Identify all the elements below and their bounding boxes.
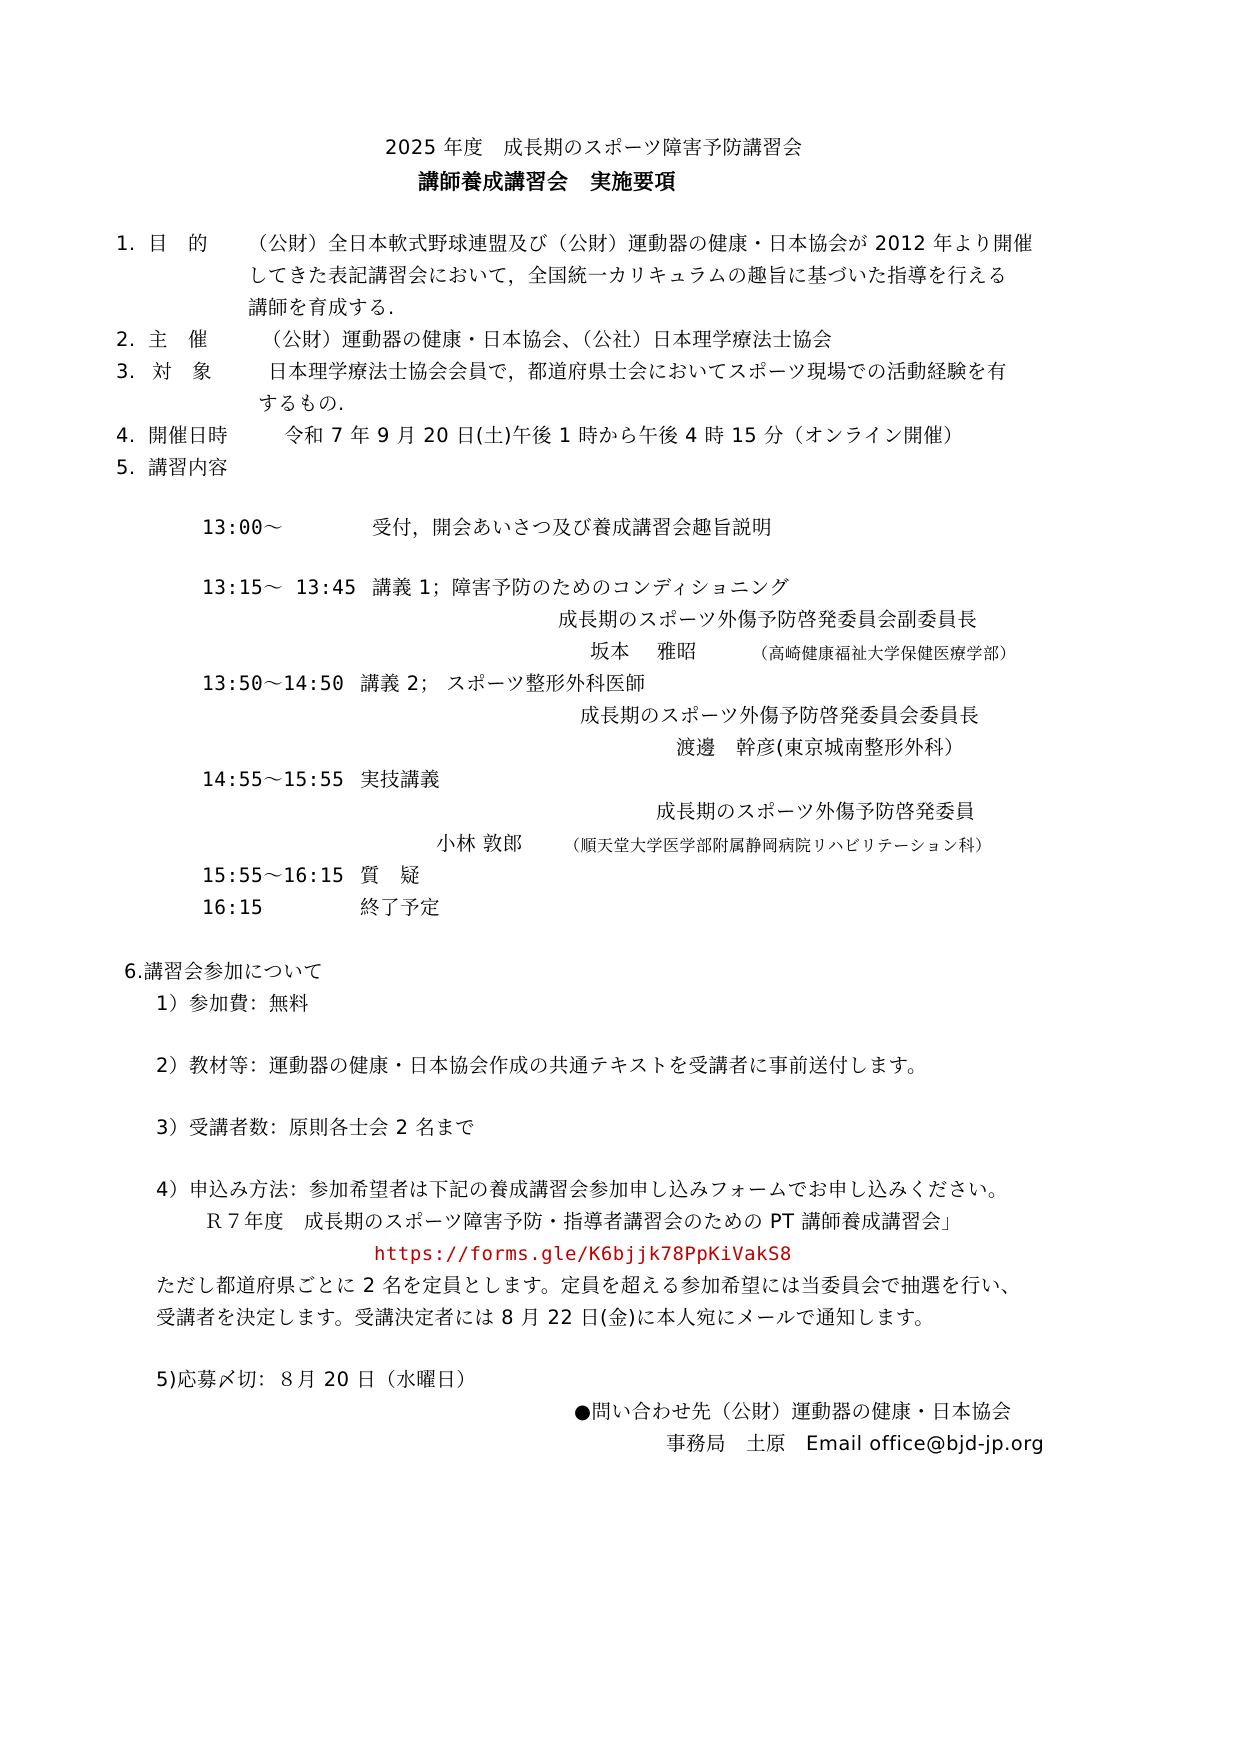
application-deadline: 5)応募〆切：８月 20 日（水曜日） <box>156 1368 477 1391</box>
document-subtitle: 2025 年度 成長期のスポーツ障害予防講習会 <box>385 136 803 159</box>
participation-note-line-1: ただし都道府県ごとに 2 名を定員とします。定員を超える参加希望には当委員会で抽選を行い、 <box>156 1274 1021 1297</box>
section-3-line-1: 日本理学療法士協会会員で，都道府県士会においてスポーツ現場での活動経験を有 <box>268 360 1007 383</box>
schedule-content-6: 終了予定 <box>360 896 441 919</box>
application-form-name: Ｒ７年度 成長期のスポーツ障害予防・指導者講習会のための PT 講師養成講習会」 <box>204 1210 962 1233</box>
application-form-link[interactable]: https://forms.gle/K6bjjk78PpKiVakS8 <box>374 1243 792 1265</box>
schedule-time-4: 14:55～15:55 <box>202 768 345 791</box>
schedule-time-2: 13:15～ 13:45 <box>202 576 357 599</box>
section-6-heading: 6.講習会参加について <box>124 960 324 983</box>
contact-details: 事務局 土原 Email office@bjd-jp.org <box>666 1432 1045 1455</box>
section-2-text: （公財）運動器の健康・日本協会、（公社）日本理学療法士協会 <box>262 328 833 351</box>
section-1-line-1: （公財）全日本軟式野球連盟及び（公財）運動器の健康・日本協会が 2012 年より開催 <box>248 232 1034 255</box>
schedule-time-3: 13:50～14:50 <box>202 672 345 695</box>
participation-count: 3）受講者数：原則各士会 2 名まで <box>156 1116 476 1139</box>
schedule-person-2: 坂本 雅昭 <box>590 640 697 663</box>
section-3-number: 3. <box>116 360 136 383</box>
section-4-text: 令和 7 年 9 月 20 日(土)午後 1 時から午後 4 時 15 分（オンライン開催） <box>284 424 964 447</box>
schedule-role-2: 成長期のスポーツ外傷予防啓発委員会副委員長 <box>558 608 978 631</box>
schedule-time-1: 13:00～ <box>202 516 284 539</box>
section-5-label: 講習内容 <box>148 456 229 479</box>
schedule-time-5: 15:55～16:15 <box>202 864 345 887</box>
section-3-label: 対 象 <box>152 360 213 383</box>
section-5-number: 5. <box>116 456 136 479</box>
schedule-person-3: 渡邊 幹彦(東京城南整形外科） <box>676 736 965 759</box>
schedule-content-5: 質 疑 <box>360 864 421 887</box>
schedule-person-4: 小林 敦郎 <box>436 832 523 855</box>
schedule-time-6: 16:15 <box>202 896 264 919</box>
section-2-number: 2. <box>116 328 136 351</box>
schedule-role-4: 成長期のスポーツ外傷予防啓発委員 <box>656 800 976 823</box>
participation-materials: 2）教材等：運動器の健康・日本協会作成の共通テキストを受講者に事前送付します。 <box>156 1054 927 1077</box>
section-4-label: 開催日時 <box>148 424 229 447</box>
participation-fee: 1）参加費：無料 <box>156 992 309 1015</box>
section-1-line-2: してきた表記講習会において，全国統一カリキュラムの趣旨に基づいた指導を行える <box>248 264 1008 287</box>
document-title: 講師養成講習会 実施要項 <box>418 170 676 194</box>
contact-heading: ●問い合わせ先（公財）運動器の健康・日本協会 <box>574 1400 1012 1423</box>
schedule-content-4: 実技講義 <box>360 768 441 791</box>
section-1-number: 1. <box>116 232 136 255</box>
participation-method: 4）申込み方法：参加希望者は下記の養成講習会参加申し込みフォームでお申し込みください。 <box>156 1178 1008 1201</box>
section-3-line-2: するもの. <box>258 392 345 415</box>
schedule-content-2: 講義 1；障害予防のためのコンディショニング <box>372 576 790 599</box>
section-1-label: 目 的 <box>148 232 209 255</box>
schedule-role-3: 成長期のスポーツ外傷予防啓発委員会委員長 <box>580 704 980 727</box>
participation-note-line-2: 受講者を決定します。受講決定者には 8 月 22 日(金)に本人宛にメールで通知します。 <box>156 1306 935 1329</box>
schedule-content-3: 講義 2； スポーツ整形外科医師 <box>360 672 646 695</box>
schedule-affiliation-2: （高崎健康福祉大学保健医療学部） <box>752 644 1017 663</box>
section-1-line-3: 講師を育成する. <box>248 296 395 319</box>
section-2-label: 主 催 <box>148 328 209 351</box>
schedule-affiliation-4: （順天堂大学医学部附属静岡病院リハビリテーション科） <box>564 836 992 855</box>
section-4-number: 4. <box>116 424 136 447</box>
schedule-content-1: 受付，開会あいさつ及び養成講習会趣旨説明 <box>372 516 773 539</box>
